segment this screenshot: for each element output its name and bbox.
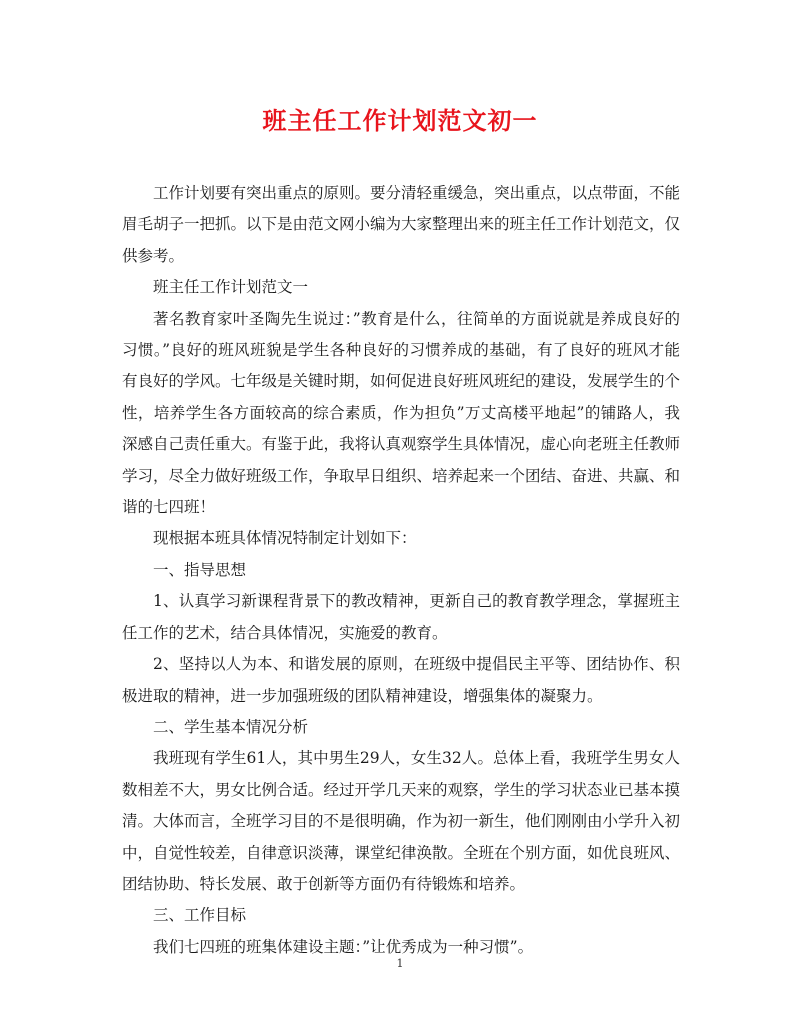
body-paragraph-work-goals: 我们七四班的班集体建设主题：”让优秀成为一种习惯”。 bbox=[153, 937, 534, 956]
intro-paragraph: 工作计划要有突出重点的原则。要分清轻重缓急，突出重点，以点带面，不能眉毛胡子一把抓。以下是由范文网小编为大家整理出来的班主任工作计划范文，仅供参考。 bbox=[122, 184, 681, 265]
body-paragraph-quote: 著名教育家叶圣陶先生说过：”教育是什么，往简单的方面说就是养成良好的习惯。”良好的班风班貌是学生各种良好的习惯养成的基础，有了良好的班风才能有良好的学风。七年级是关键时期，如何促进良好班风班纪的建设，发展学生的个性，培养学生各方面较高的综合素质，作为担负”万丈高楼平地起”的铺路人，我深感自己责任重大。有鉴于此，我将认真观察学生具体情况，虚心向老班主任教师学习，尽全力做好班级工作，争取早日组织、培养起来一个团结、奋进、共赢、和谐的七四班！ bbox=[122, 309, 681, 517]
document-title: 班主任工作计划范文初一 bbox=[262, 106, 538, 135]
list-item-2: 2、坚持以人为本、和谐发展的原则，在班级中提倡民主平等、团结协作、积极进取的精神，进一步加强班级的团队精神建设，增强集体的凝聚力。 bbox=[122, 655, 680, 705]
body-paragraph-student-analysis: 我班现有学生61人，其中男生29人，女生32人。总体上看，我班学生男女人数相差不大，男女比例合适。经过开学几天来的观察，学生的学习状态业已基本摸清。大体而言，全班学习目的不是很明确，作为初一新生，他们刚刚由小学升入初中，自觉性较差，自律意识淡薄，课堂纪律涣散。全班在个别方面，如优良班风、团结协助、特长发展、敢于创新等方面仍有待锻炼和培养。 bbox=[122, 749, 681, 893]
section-heading-work-goals: 三、工作目标 bbox=[153, 906, 247, 925]
list-item-1: 1、认真学习新课程背景下的教改精神，更新自己的教育教学理念，掌握班主任工作的艺术，结合具体情况，实施爱的教育。 bbox=[122, 592, 680, 642]
section-heading-student-analysis: 二、学生基本情况分析 bbox=[153, 717, 309, 736]
page-number: 1 bbox=[396, 957, 404, 970]
section-heading-sample-one: 班主任工作计划范文一 bbox=[153, 278, 309, 297]
body-paragraph-plan-intro: 现根据本班具体情况特制定计划如下： bbox=[153, 529, 417, 548]
document-body bbox=[122, 178, 680, 963]
section-heading-guiding-thought: 一、指导思想 bbox=[153, 560, 247, 579]
